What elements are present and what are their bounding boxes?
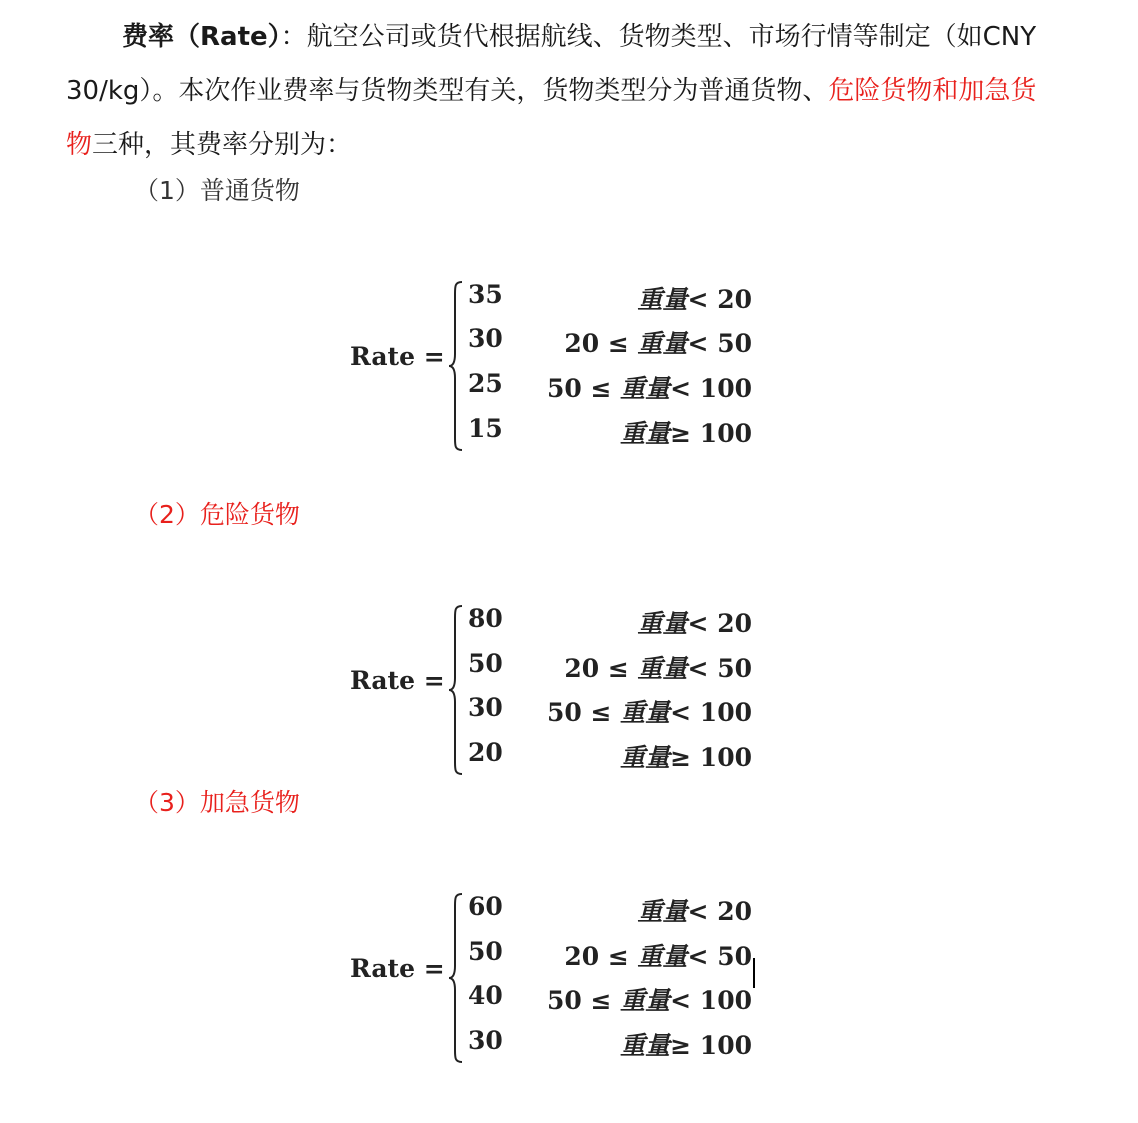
rate-value: 25	[468, 369, 503, 398]
formula-row	[468, 892, 752, 932]
rate-value: 50	[468, 937, 503, 966]
weight-condition: 20 ≤ 重量< 50	[564, 329, 752, 358]
formula-lhs: Rate =	[350, 666, 445, 695]
rate-value: 60	[468, 892, 503, 921]
rate-value: 30	[468, 1026, 503, 1055]
weight-condition: 重量< 20	[637, 285, 752, 314]
formula-row	[468, 604, 752, 644]
section-heading-urgent: （3）加急货物	[134, 788, 300, 817]
formula-urgent	[350, 892, 770, 1072]
formula-row	[468, 414, 752, 454]
formula-row	[468, 693, 752, 733]
intro-paragraph	[66, 10, 1056, 172]
formula-row	[468, 649, 752, 689]
rate-term: 费率（Rate）	[122, 22, 281, 52]
formula-row	[468, 1026, 752, 1066]
rate-value: 30	[468, 324, 503, 353]
weight-condition: 重量≥ 100	[620, 419, 752, 448]
weight-condition: 50 ≤ 重量< 100	[546, 698, 752, 727]
left-brace-icon	[448, 892, 464, 1064]
formula-row	[468, 280, 752, 320]
section-heading-dangerous: （2）危险货物	[134, 500, 300, 529]
formula-row	[468, 738, 752, 778]
rate-value: 30	[468, 693, 503, 722]
formula-general	[350, 280, 770, 460]
rate-value: 80	[468, 604, 503, 633]
formula-row	[468, 981, 752, 1021]
rate-value: 40	[468, 981, 503, 1010]
formula-row	[468, 369, 752, 409]
rate-value: 15	[468, 414, 503, 443]
weight-condition: 20 ≤ 重量< 50	[564, 654, 752, 683]
left-brace-icon	[448, 280, 464, 452]
formula-row	[468, 937, 752, 977]
section-heading-general: （1）普通货物	[134, 176, 300, 205]
text-cursor	[753, 958, 755, 988]
intro-text-red: 危险货物和加急货物	[66, 76, 1037, 160]
rate-value: 35	[468, 280, 503, 309]
intro-text-1: ：航空公司或货代根据航线、货物类型、市场行情等制定（如CNY 30/kg）。本次作业费率与货物类型有关，货物类型分为普通货物、	[66, 22, 1037, 106]
weight-condition: 重量≥ 100	[620, 743, 752, 772]
weight-condition: 50 ≤ 重量< 100	[546, 374, 752, 403]
weight-condition: 20 ≤ 重量< 50	[564, 942, 752, 971]
weight-condition: 重量≥ 100	[620, 1031, 752, 1060]
left-brace-icon	[448, 604, 464, 776]
rate-value: 20	[468, 738, 503, 767]
weight-condition: 重量< 20	[637, 897, 752, 926]
formula-dangerous	[350, 604, 770, 784]
weight-condition: 50 ≤ 重量< 100	[546, 986, 752, 1015]
formula-lhs: Rate =	[350, 954, 445, 983]
weight-condition: 重量< 20	[637, 609, 752, 638]
formula-lhs: Rate =	[350, 342, 445, 371]
intro-text-2: 三种，其费率分别为：	[92, 130, 353, 160]
formula-row	[468, 324, 752, 364]
rate-value: 50	[468, 649, 503, 678]
